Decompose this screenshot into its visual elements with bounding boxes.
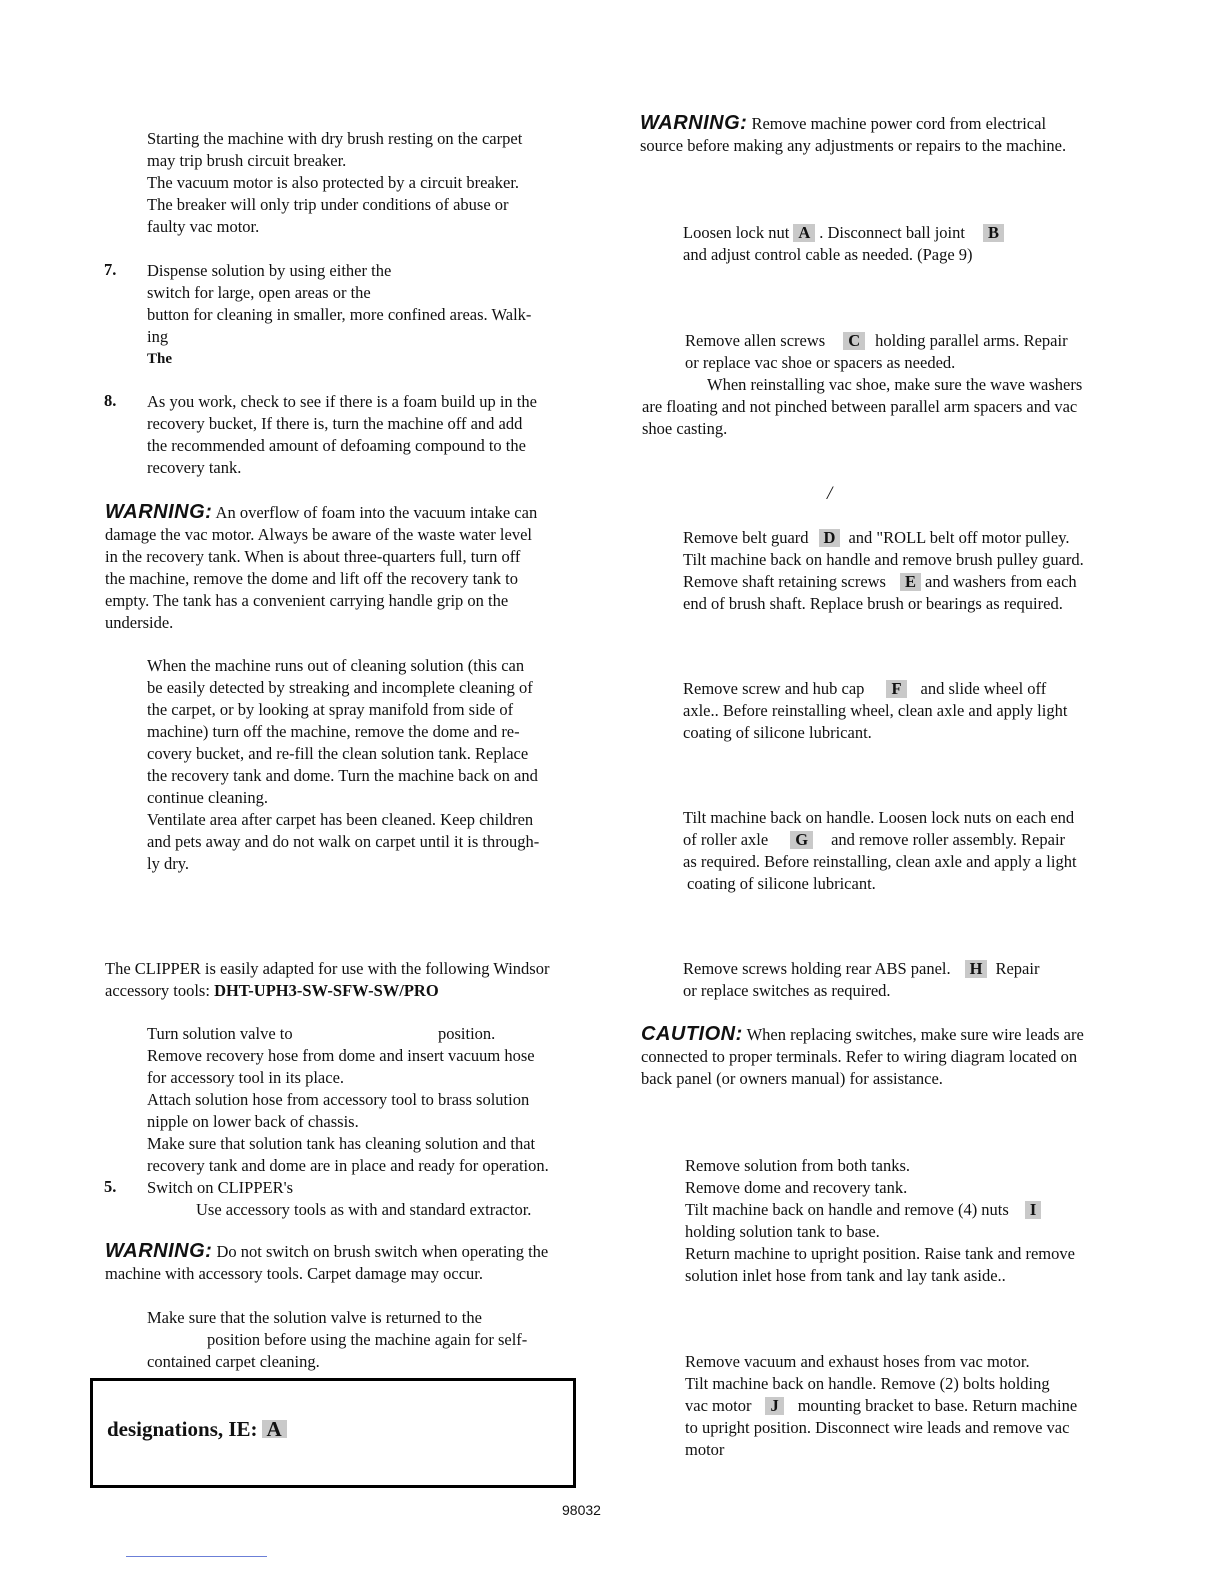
caution-line-3: back panel (or owners manual) for assistance. bbox=[641, 1069, 943, 1088]
ref-marker-d: D bbox=[819, 529, 841, 547]
refill-line-6: the recovery tank and dome. Turn the machine back on and bbox=[147, 766, 538, 785]
warning-power-line-1 bbox=[640, 112, 1046, 135]
warning-label: WARNING: bbox=[105, 1240, 213, 1262]
ref-marker-b: B bbox=[983, 224, 1004, 242]
acc-step-5: Switch on CLIPPER's bbox=[147, 1178, 293, 1197]
warning-overflow-line-3: in the recovery tank. When is about three-quarters full, turn off bbox=[105, 547, 521, 566]
warning-overflow-line-5: empty. The tank has a convenient carrying handle grip on the bbox=[105, 591, 509, 610]
step8-line-2: recovery bucket, If there is, turn the machine off and add bbox=[147, 414, 523, 433]
intro-line-4: The breaker will only trip under conditions of abuse or bbox=[147, 195, 509, 214]
clipper-tools-line bbox=[105, 980, 439, 1002]
wheel-line-3: coating of silicone lubricant. bbox=[683, 723, 872, 742]
caution-text: When replacing switches, make sure wire leads are bbox=[746, 1025, 1084, 1044]
ref-marker-a: A bbox=[793, 224, 815, 242]
solution-tank-line-1: Remove solution from both tanks. bbox=[685, 1156, 911, 1175]
vac-shoe-line-3: When reinstalling vac shoe, make sure the wave washers bbox=[707, 375, 1083, 394]
vac-motor-line-2: Tilt machine back on handle. Remove (2) bolts holding bbox=[685, 1374, 1050, 1393]
solution-tank-line-5: Return machine to upright position. Raise tank and remove bbox=[685, 1244, 1075, 1263]
step7-line-3: button for cleaning in smaller, more confined areas. Walk- bbox=[147, 305, 532, 324]
vac-motor-line-3: vac motor J mounting bracket to base. Return machine bbox=[685, 1396, 1078, 1415]
intro-line-1: Starting the machine with dry brush resting on the carpet bbox=[147, 129, 523, 148]
acc-step-4b: recovery tank and dome are in place and ready for operation. bbox=[147, 1156, 549, 1175]
solution-tank-line-6: solution inlet hose from tank and lay tank aside.. bbox=[685, 1266, 1006, 1285]
switches-line-1: Remove screws holding rear ABS panel. H Repair bbox=[683, 959, 1040, 978]
brush-line-3: Remove shaft retaining screws E and washers from each bbox=[683, 572, 1077, 591]
acc-step-2b: for accessory tool in its place. bbox=[147, 1068, 345, 1087]
warning-label: WARNING: bbox=[640, 112, 748, 134]
step8-line-3: the recommended amount of defoaming compound to the bbox=[147, 436, 526, 455]
step8-line-1: As you work, check to see if there is a foam build up in the bbox=[147, 392, 537, 411]
warning-brush-line-2: machine with accessory tools. Carpet damage may occur. bbox=[105, 1264, 483, 1283]
step-number-5: 5. bbox=[104, 1177, 117, 1196]
caution-line-2: connected to proper terminals. Refer to wiring diagram located on bbox=[641, 1047, 1078, 1066]
ventilate-line-3: ly dry. bbox=[147, 854, 190, 873]
roller-line-2: of roller axle G and remove roller assembly. Repair bbox=[683, 830, 1066, 849]
wheel-line-2: axle.. Before reinstalling wheel, clean axle and apply light bbox=[683, 701, 1068, 720]
acc-step-3a: Attach solution hose from accessory tool to brass solution bbox=[147, 1090, 530, 1109]
roller-line-1: Tilt machine back on handle. Loosen lock nuts on each end bbox=[683, 808, 1075, 827]
ref-marker-j: J bbox=[765, 1397, 783, 1415]
ref-marker-f: F bbox=[886, 680, 906, 698]
step7-line-5: The bbox=[147, 351, 173, 367]
brush-line-2: Tilt machine back on handle and remove brush pulley guard. bbox=[683, 550, 1084, 569]
acc-step-1a: Turn solution valve to bbox=[147, 1024, 293, 1043]
solution-tank-line-3: Tilt machine back on handle and remove (4) nuts I bbox=[685, 1199, 1045, 1221]
warning-power-line-2: source before making any adjustments or repairs to the machine. bbox=[640, 136, 1067, 155]
refill-line-3: the carpet, or by looking at spray manifold from side of bbox=[147, 700, 514, 719]
brush-line-1: Remove belt guard D and "ROLL belt off motor pulley. bbox=[683, 528, 1070, 547]
warning-overflow-line-6: underside. bbox=[105, 613, 174, 632]
vac-shoe-line-5: shoe casting. bbox=[642, 419, 728, 438]
designations-box bbox=[90, 1378, 576, 1488]
ref-marker-i: I bbox=[1025, 1201, 1041, 1219]
brush-line-4: end of brush shaft. Replace brush or bearings as required. bbox=[683, 594, 1063, 613]
ref-marker-c: C bbox=[843, 332, 865, 350]
ref-marker-h: H bbox=[965, 960, 988, 978]
intro-line-3: The vacuum motor is also protected by a circuit breaker. bbox=[147, 173, 520, 192]
vac-motor-line-5: motor bbox=[685, 1440, 725, 1459]
roller-line-4: coating of silicone lubricant. bbox=[687, 874, 876, 893]
designation-marker-a: A bbox=[262, 1420, 287, 1438]
solution-tank-line-2: Remove dome and recovery tank. bbox=[685, 1178, 908, 1197]
clipper-intro: The CLIPPER is easily adapted for use with the following Windsor bbox=[105, 959, 550, 978]
solution-tank-line-4: holding solution tank to base. bbox=[685, 1222, 880, 1241]
slash-mark: / bbox=[827, 483, 833, 504]
acc-use: Use accessory tools as with and standard extractor. bbox=[196, 1200, 532, 1219]
valve-return-line-2: position before using the machine again for self- bbox=[207, 1330, 528, 1349]
vac-motor-line-1: Remove vacuum and exhaust hoses from vac motor. bbox=[685, 1352, 1030, 1371]
warning-overflow-line-2: damage the vac motor. Always be aware of the waste water level bbox=[105, 525, 532, 544]
step8-line-4: recovery tank. bbox=[147, 458, 242, 477]
intro-line-5: faulty vac motor. bbox=[147, 217, 260, 236]
warning-label: WARNING: bbox=[105, 501, 213, 523]
warning-brush-line-1 bbox=[105, 1240, 548, 1263]
roller-line-3: as required. Before reinstalling, clean axle and apply a light bbox=[683, 852, 1077, 871]
designations-text: designations, IE: A bbox=[107, 1417, 291, 1442]
ventilate-line-2: and pets away and do not walk on carpet until it is through- bbox=[147, 832, 540, 851]
acc-step-1b: position. bbox=[438, 1024, 496, 1043]
vac-shoe-line-4: are floating and not pinched between parallel arm spacers and vac bbox=[642, 397, 1078, 416]
page-footer-code: 98032 bbox=[562, 1502, 601, 1518]
step-number-7: 7. bbox=[104, 260, 117, 279]
step7-line-4: ing bbox=[147, 327, 169, 346]
ventilate-line-1: Ventilate area after carpet has been cleaned. Keep children bbox=[147, 810, 534, 829]
vac-motor-line-4: to upright position. Disconnect wire leads and remove vac bbox=[685, 1418, 1070, 1437]
control-cable-line-1: Loosen lock nut A . Disconnect ball joint B bbox=[683, 222, 1008, 244]
step7-line-2: switch for large, open areas or the bbox=[147, 283, 371, 302]
acc-step-3b: nipple on lower back of chassis. bbox=[147, 1112, 359, 1131]
vac-shoe-line-2: or replace vac shoe or spacers as needed. bbox=[685, 353, 956, 372]
step-number-8: 8. bbox=[104, 391, 117, 410]
switches-line-2: or replace switches as required. bbox=[683, 981, 891, 1000]
warning-overflow-line-1 bbox=[105, 501, 537, 524]
warning-overflow-text: An overflow of foam into the vacuum intake can bbox=[215, 503, 538, 522]
acc-step-4a: Make sure that solution tank has cleaning solution and that bbox=[147, 1134, 536, 1153]
wheel-line-1: Remove screw and hub cap F and slide wheel off bbox=[683, 679, 1047, 698]
link-underline[interactable] bbox=[126, 1556, 267, 1557]
step7-line-1: Dispense solution by using either the bbox=[147, 261, 392, 280]
warning-overflow-line-4: the machine, remove the dome and lift off the recovery tank to bbox=[105, 569, 518, 588]
refill-line-1: When the machine runs out of cleaning solution (this can bbox=[147, 656, 525, 675]
control-cable-line-2: and adjust control cable as needed. (Page 9) bbox=[683, 245, 973, 264]
caution-line-1 bbox=[641, 1023, 1084, 1046]
vac-shoe-line-1: Remove allen screws C holding parallel arms. Repair bbox=[685, 331, 1068, 350]
warning-brush-text: Do not switch on brush switch when operating the bbox=[216, 1242, 549, 1261]
ref-marker-g: G bbox=[790, 831, 813, 849]
clipper-tools: DHT-UPH3-SW-SFW-SW/PRO bbox=[214, 981, 439, 1000]
clipper-tools-prefix: accessory tools: bbox=[105, 981, 215, 1000]
refill-line-5: covery bucket, and re-fill the clean solution tank. Replace bbox=[147, 744, 529, 763]
valve-return-line-3: contained carpet cleaning. bbox=[147, 1352, 320, 1371]
acc-step-2a: Remove recovery hose from dome and insert vacuum hose bbox=[147, 1046, 535, 1065]
warning-power-text: Remove machine power cord from electrical bbox=[751, 114, 1047, 133]
refill-line-4: machine) turn off the machine, remove the dome and re- bbox=[147, 722, 520, 741]
caution-label: CAUTION: bbox=[641, 1023, 743, 1045]
refill-line-2: be easily detected by streaking and incomplete cleaning of bbox=[147, 678, 533, 697]
ref-marker-e: E bbox=[900, 573, 921, 591]
refill-line-7: continue cleaning. bbox=[147, 788, 268, 807]
valve-return-line-1: Make sure that the solution valve is returned to the bbox=[147, 1308, 482, 1327]
intro-line-2: may trip brush circuit breaker. bbox=[147, 151, 347, 170]
